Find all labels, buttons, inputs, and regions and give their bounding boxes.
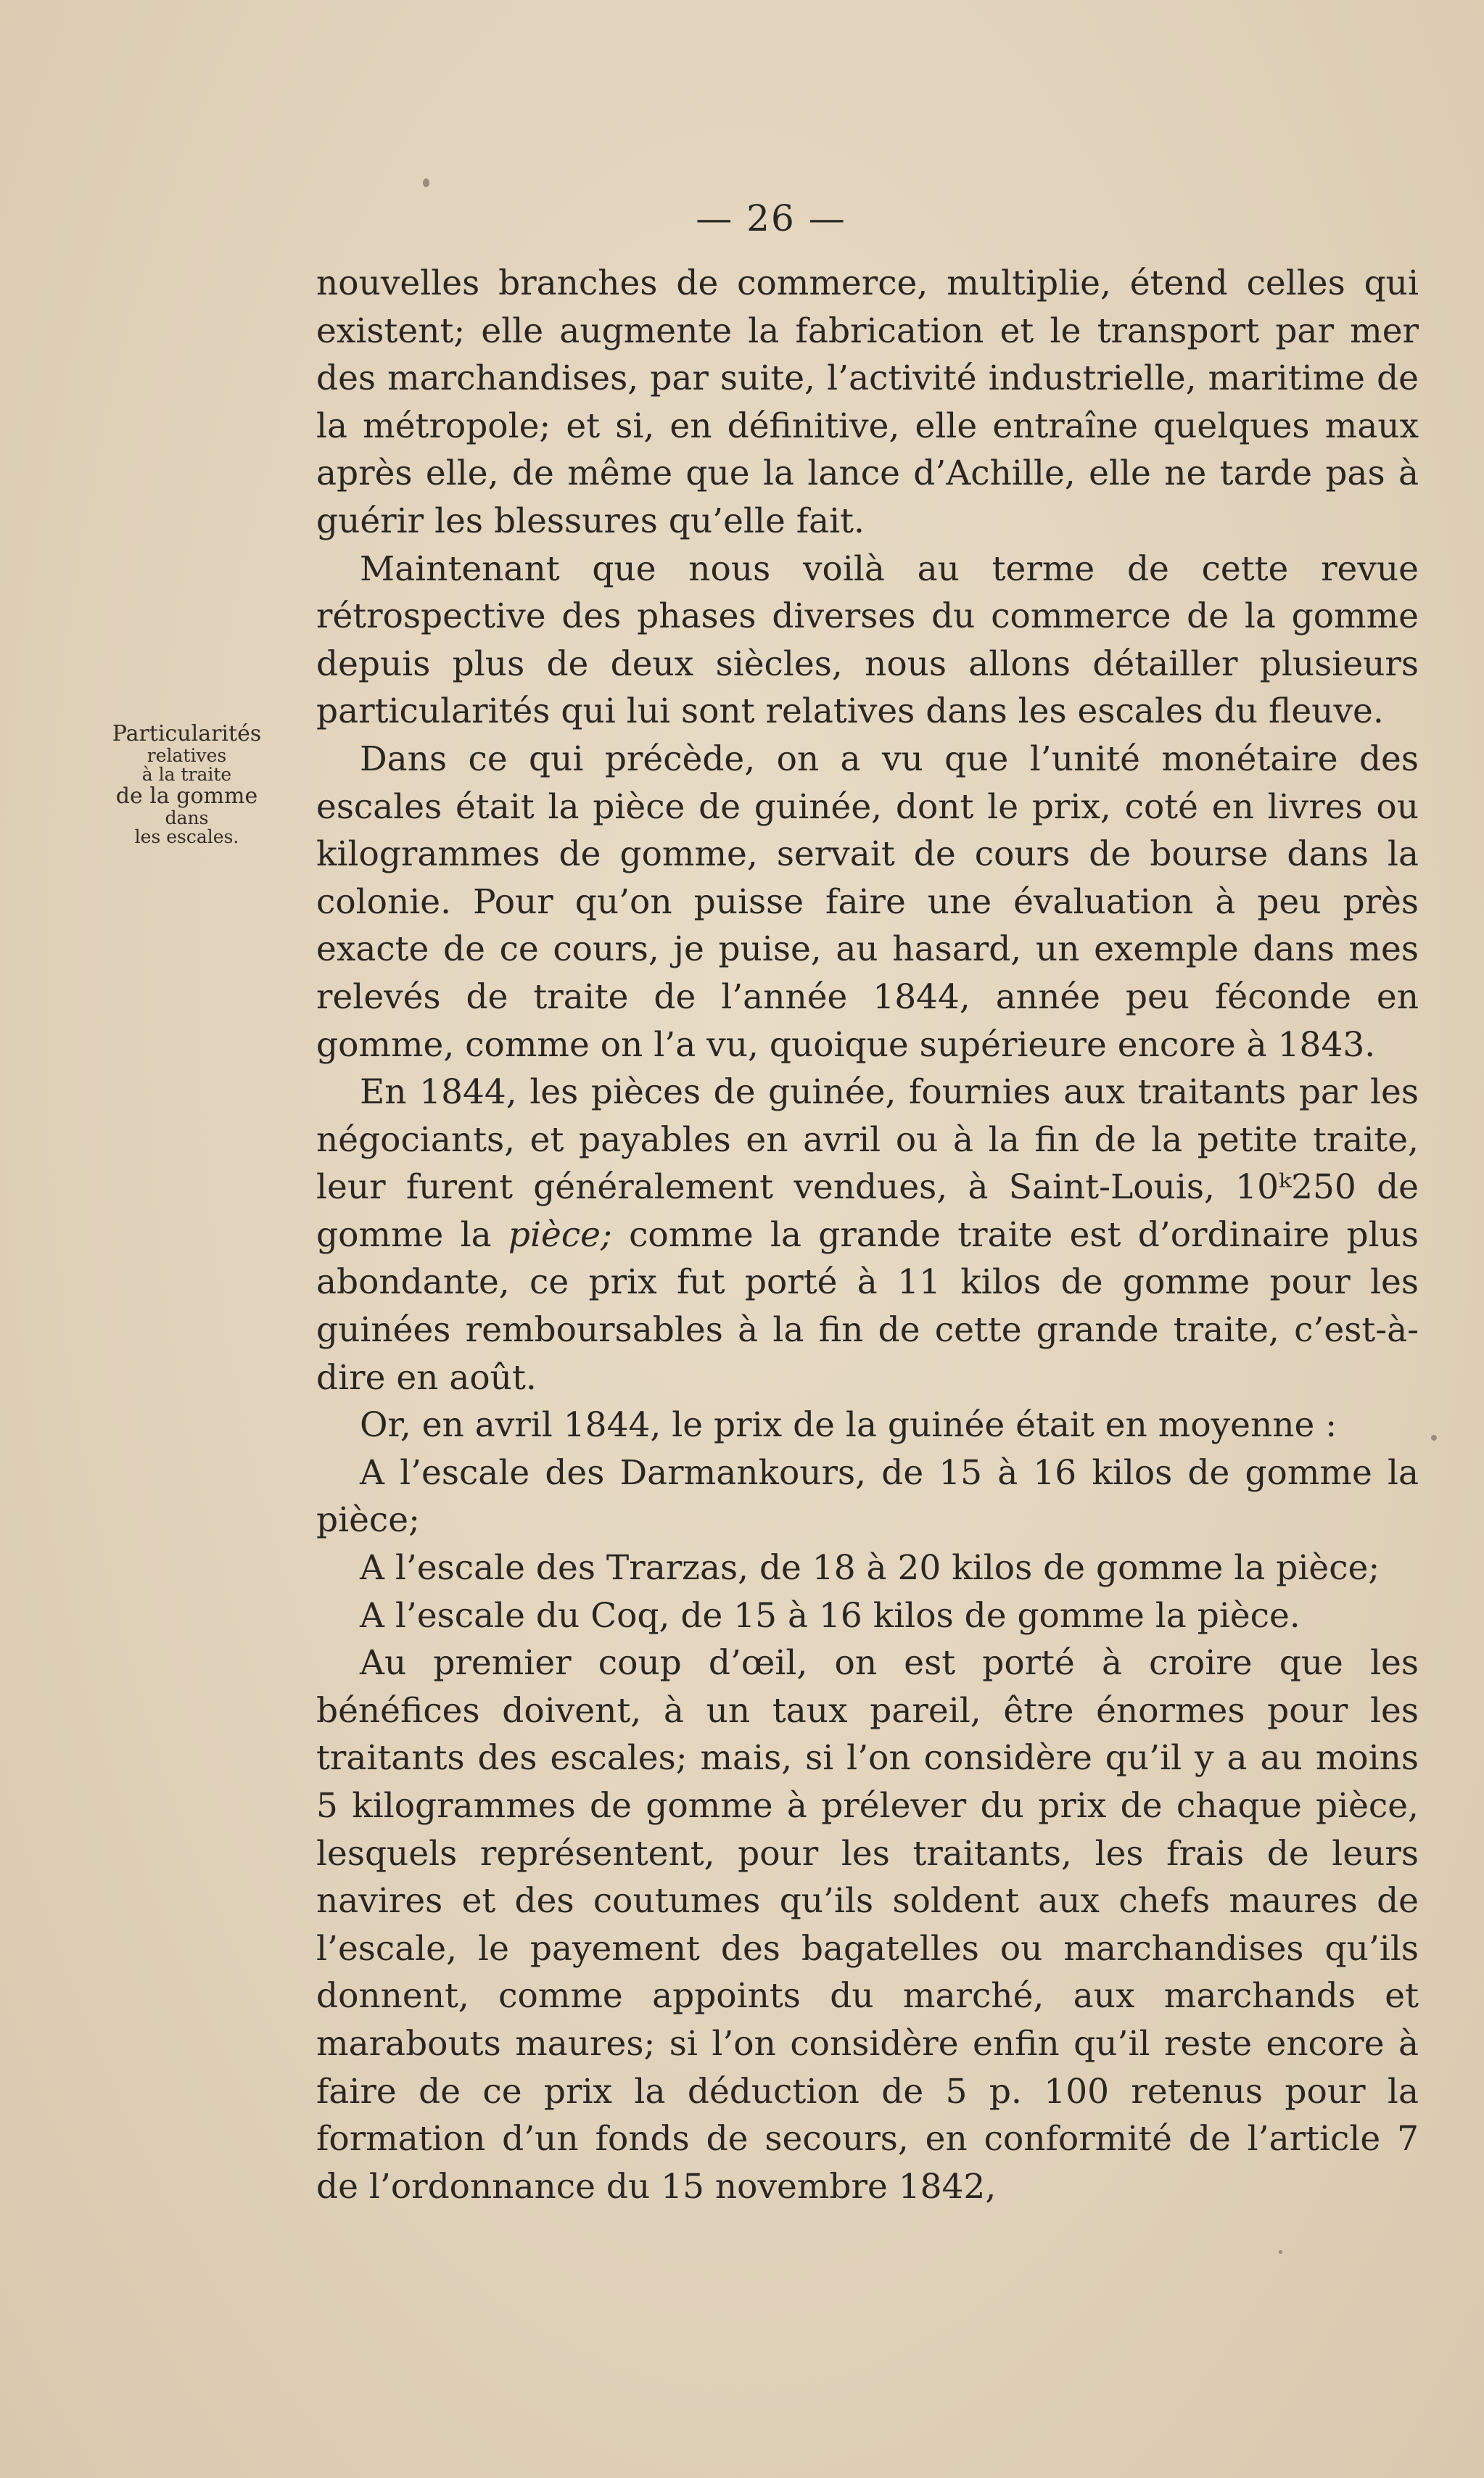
price-list-item: A l’escale des Darmankours, de 15 à 16 kilos de gomme la pièce; — [316, 1452, 1419, 1541]
margin-note-line: Particularités — [112, 721, 262, 746]
paragraph: Maintenant que nous voilà au terme de cette revue rétrospective des phases diverses du commerce de la gomme depuis plus de deux siècles, nous allons détailler plusieurs particularités qui lui sont relatives dans les escales du fleuve. — [316, 548, 1419, 732]
paragraph-text: comme la grande traite est d’ordinaire plus abondante, ce prix fut porté à 11 kilos de gomme pour les guinées remboursables à la fin de cette grande traite, c’est-à-dire en août. — [316, 1214, 1419, 1398]
paragraph-continuation: nouvelles branches de commerce, multiplie, étend celles qui existent; elle augmente la fabrication et le transport par mer des marchandises, par suite, l’activité industrielle, maritime de la métropole; et si, en définitive, elle entraîne quelques maux après elle, de même que la lance d’Achille, elle ne tarde pas à guérir les blessures qu’elle fait. — [316, 263, 1419, 541]
paper-speck — [1279, 2250, 1282, 2254]
margin-note-line: à la traite — [141, 764, 232, 785]
margin-note-line: de la gomme — [115, 783, 258, 809]
paragraph: Au premier coup d’œil, on est porté à croire que les bénéfices doivent, à un taux pareil, être énormes pour les traitants des escales; mais, si l’on considère qu’il y a au moins 5 kilogrammes de gomme à prélever du prix de chaque pièce, lesquels représentent, pour les traitants, les frais de leurs navires et des coutumes qu’ils soldent aux chefs maures de l’escale, le payement des bagatelles ou marchandises qu’ils donnent, comme appoints du marché, aux marchands et marabouts maures; si l’on considère enfin qu’il reste encore à faire de ce prix la déduction de 5 p. 100 retenus pour la formation d’un fonds de secours, en conformité de l’article 7 de l’ordonnance du 15 novembre 1842, — [316, 1643, 1419, 2207]
margin-note — [87, 722, 287, 847]
italic-text: pièce; — [508, 1214, 612, 1255]
paper-speck — [423, 178, 429, 187]
price-list-item: A l’escale du Coq, de 15 à 16 kilos de gomme la pièce. — [360, 1595, 1300, 1636]
body-text — [316, 260, 1419, 2210]
margin-note-line: les escales. — [134, 826, 239, 847]
paragraph: Or, en avril 1844, le prix de la guinée était en moyenne : — [360, 1405, 1337, 1446]
margin-note-line: dans — [165, 807, 209, 828]
paper-speck — [1431, 1435, 1437, 1441]
paragraph: Dans ce qui précède, on a vu que l’unité monétaire des escales était la pièce de guinée, dont le prix, coté en livres ou kilogrammes de gomme, servait de cours de bourse dans la colonie. Pour qu’on puisse faire une évaluation à peu près exacte de ce cours, je puise, au hasard, un exemple dans mes relevés de traite de l’année 1844, année peu féconde en gomme, comme on l’a vu, quoique supérieure encore à 1843. — [316, 738, 1419, 1065]
paragraph — [316, 1069, 1419, 1401]
price-list-item: A l’escale des Trarzas, de 18 à 20 kilos de gomme la pièce; — [360, 1548, 1380, 1589]
paragraph-text: En 1844, les pièces de guinée, fournies aux traitants par les négociants, et payables en avril ou à la fin de la petite traite, leur furent généralement vendues, à Saint-Louis, 10ᵏ250 de gomme la — [316, 1072, 1419, 1255]
margin-note-line: relatives — [147, 745, 227, 766]
page-number: — 26 — — [696, 197, 846, 239]
